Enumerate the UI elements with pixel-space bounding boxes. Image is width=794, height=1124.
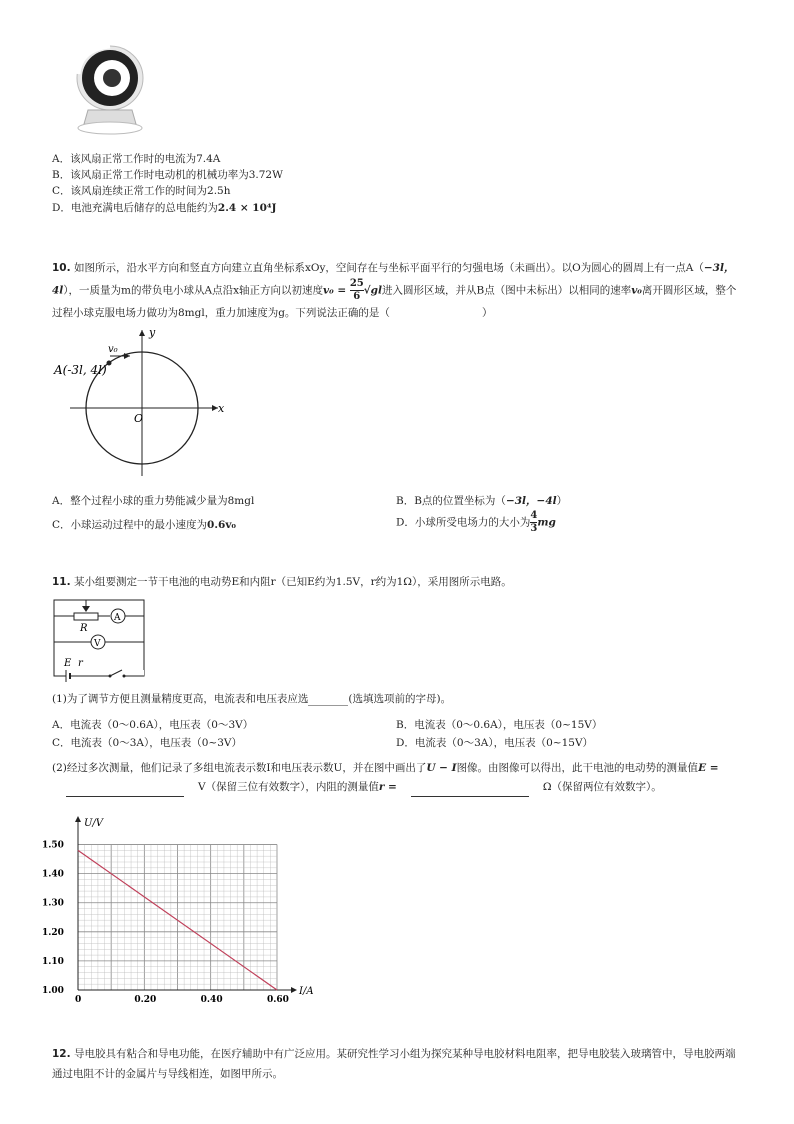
y-tick-label: 1.40 <box>42 869 64 880</box>
y-axis-arrow <box>75 816 81 822</box>
label-o: O <box>134 412 144 425</box>
q11-circuit-diagram <box>50 596 150 680</box>
y-tick-label: 1.10 <box>42 956 64 967</box>
q10-stem: 10. 如图所示，沿水平方向和竖直方向建立直角坐标系xOy，空间存在与坐标平面平行的匀强电场（未画出）。以O为圆心的圆周上有一点A（−3l，4l），一质量为m的带负电小球从A点沿x轴正方向以初速度v₀ = $\frac{25}{6}$ √gl进入圆形区域，并从B点（图中未标出）以相同的速率v₀离开圆形区域，整个过程小球克服电场力做功为8mgl，重力加速度为g。下列说法正确的是（ ） <box>52 262 737 319</box>
label-v0: v₀ <box>108 344 118 355</box>
y-tick-label: 1.50 <box>42 840 64 851</box>
q11-option-b: B．电流表（0～0.6A），电压表（0~15V） <box>396 719 603 731</box>
label-x: x <box>218 402 225 415</box>
q11-option-c: C．电流表（0～3A），电压表（0~3V） <box>52 737 242 749</box>
fan-image <box>70 44 150 136</box>
q10-option-b: B．B点的位置坐标为（−3l，−4l） <box>396 495 568 507</box>
x-tick-label: 0.60 <box>267 995 289 1005</box>
ui-graph <box>40 814 314 1005</box>
svg-text:R: R <box>80 623 88 634</box>
q11-option-a: A．电流表（0～0.6A），电压表（0～3V） <box>52 719 254 731</box>
x-tick-label: 0.20 <box>134 995 157 1005</box>
svg-text:r: r <box>78 658 83 669</box>
svg-text:A: A <box>114 613 121 623</box>
q11-option-d: D．电流表（0～3A），电压表（0~15V） <box>396 737 594 749</box>
point-a <box>107 361 112 366</box>
chart-ticks <box>42 841 289 1005</box>
x-axis-arrow <box>291 987 297 993</box>
svg-text:V: V <box>94 639 101 649</box>
rheostat-r <box>74 613 98 620</box>
label-a: A(-3l, 4l) <box>54 363 107 377</box>
y-tick-label: 1.30 <box>42 898 64 909</box>
y-tick-label: 1.00 <box>42 986 64 996</box>
q10-circle-diagram <box>50 326 240 494</box>
q11-answer-blank-1[interactable] <box>308 705 348 706</box>
label-y: y <box>149 326 156 339</box>
q9-option-b: B．该风扇正常工作时电动机的机械功率为3.72W <box>52 169 283 181</box>
q9-option-c: C．该风扇连续正常工作的时间为2.5h <box>52 185 231 197</box>
q11-answer-blank-e[interactable] <box>66 796 184 797</box>
q11-stem: 11. 某小组要测定一节干电池的电动势E和内阻r（已知E约为1.5V，r约为1Ω），采用图所示电路。 <box>52 576 512 588</box>
q11-answer-blank-r[interactable] <box>411 796 529 797</box>
q11-sub1: (1)为了调节方便且测量精度更高，电流表和电压表应选 (选填选项前的字母)。 <box>52 693 452 705</box>
y-tick-label: 1.20 <box>42 927 64 938</box>
q10-option-d: D．小球所受电场力的大小为 $\frac{4}{3}$ mg <box>396 510 556 534</box>
q9-d-value: 2.4 × 10⁴J <box>217 202 277 214</box>
x-tick-label: 0 <box>75 995 82 1005</box>
x-tick-label: 0.40 <box>200 995 223 1005</box>
q10-option-a: A．整个过程小球的重力势能减少量为8mgl <box>52 495 255 507</box>
x-axis-label: I/A <box>299 986 314 997</box>
q12-stem: 12. 导电胶具有粘合和导电功能，在医疗辅助中有广泛应用。某研究性学习小组为探究某种导电胶材料电阻率，把导电胶装入玻璃管中，导电胶两端通过电阻不计的金属片与导线相连，如图甲所示。 <box>52 1048 736 1080</box>
q10-option-c: C．小球运动过程中的最小速度为0.6v₀ <box>52 519 237 531</box>
y-axis-label: U/V <box>84 818 104 829</box>
q9-option-d: D．电池充满电后储存的总电能约为2.4 × 10⁴J <box>52 202 277 214</box>
svg-text:E: E <box>64 658 72 669</box>
q9-option-a: A．该风扇正常工作时的电流为7.4A <box>52 153 221 165</box>
q11-sub2: (2)经过多次测量，他们记录了多组电流表示数I和电压表示数U，并在图中画出了U − I图像。由图像可以得出，此干电池的电动势的测量值E =V（保留三位有效数字），内阻的测量值r = Ω（保留两位有效数字）。 <box>52 759 744 797</box>
chart-grid <box>75 816 297 993</box>
